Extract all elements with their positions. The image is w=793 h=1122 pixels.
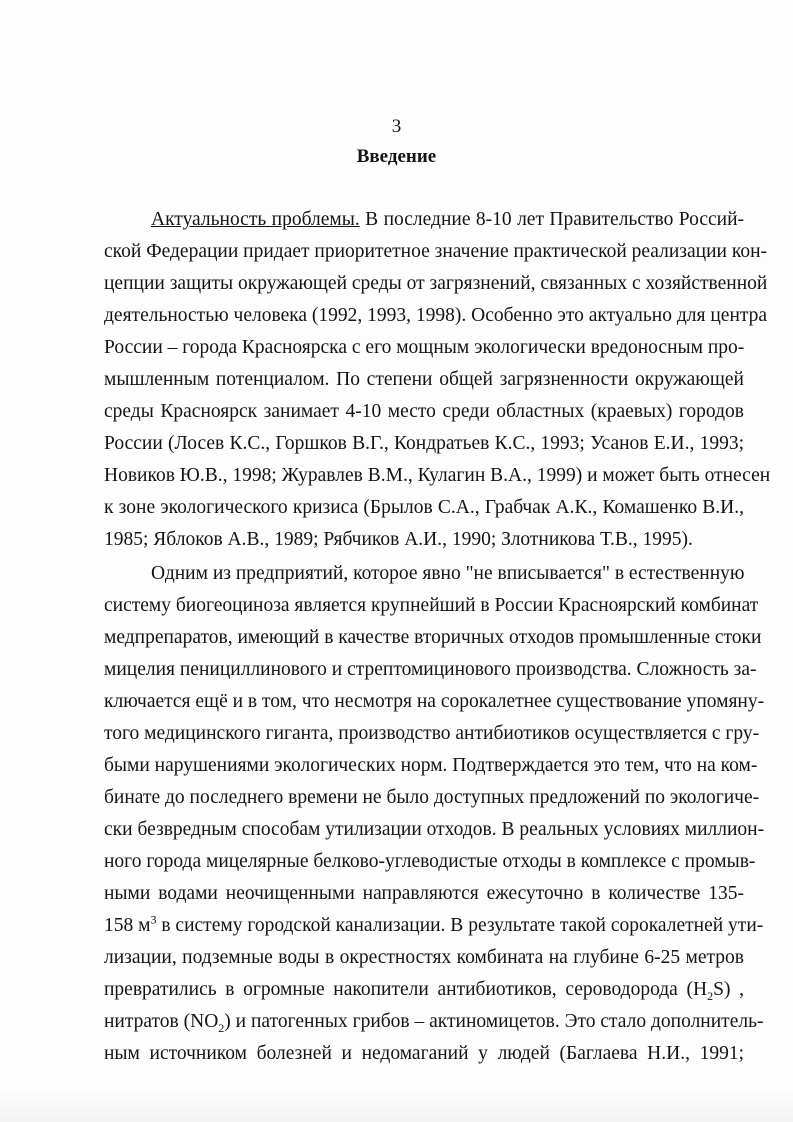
text-line: мышленным потенциалом. По степени общей загрязненности окружающей	[104, 369, 744, 390]
text-line	[104, 1010, 764, 1035]
section-title: Введение	[356, 146, 437, 167]
text-line	[104, 978, 744, 1002]
line-text: В последние 8-10 лет Правительство Россий-	[359, 209, 745, 230]
line-text: S) ,	[713, 979, 744, 1000]
heading-label: Актуальность проблемы.	[151, 209, 360, 230]
text-line: Одним из предприятий, которое явно "не вписывается" в естественную	[151, 563, 745, 584]
text-line: медпрепаратов, имеющий в качестве вторичных отходов промышленные стоки	[104, 627, 762, 648]
subscript: 2	[707, 988, 714, 1003]
text-line: лизации, подземные воды в окрестностях комбината на глубине 6-25 метров	[104, 947, 744, 968]
text-line: того медицинского гиганта, производство антибиотиков осуществляется с гру-	[104, 723, 760, 744]
text-line: деятельностью человека (1992, 1993, 1998). Особенно это актуально для центра	[104, 305, 768, 326]
scan-edge-shadow	[0, 1090, 793, 1122]
text-line: ными водами неочищенными направляются ежесуточно в количестве 135-	[104, 883, 744, 904]
text-line: ской Федерации придает приоритетное значение практической реализации кон-	[104, 241, 767, 262]
text-line	[151, 208, 744, 232]
text-line: бинате до последнего времени не было доступных предложений по экологиче-	[104, 787, 760, 808]
line-text: нитратов (NO	[104, 1011, 219, 1032]
text-line: Новиков Ю.В., 1998; Журавлев В.М., Кулагин В.А., 1999) и может быть отнесен	[104, 465, 771, 486]
text-line: России – города Красноярска с его мощным экологически вредоносным про-	[104, 337, 745, 358]
text-line: ным источником болезней и недомаганий у людей (Баглаева Н.И., 1991;	[104, 1043, 744, 1064]
superscript: 3	[150, 912, 157, 927]
text-line: мицелия пенициллинового и стрептомицинового производства. Сложность за-	[104, 659, 757, 680]
line-text: в систему городской канализации. В результате такой сорокалетней ути-	[156, 915, 764, 936]
line-text: 158 м	[104, 915, 151, 936]
text-line	[104, 912, 764, 938]
text-line: ски безвредным способам утилизации отходов. В реальных условиях миллион-	[104, 819, 765, 840]
line-text: ) и патогенных грибов – актиномицетов. Это стало дополнитель-	[224, 1011, 764, 1032]
text-line: ного города мицелярные белково-углеводистые отходы в комплексе с промыв-	[104, 851, 756, 872]
text-line: цепции защиты окружающей среды от загрязнений, связанных с хозяйственной	[104, 273, 768, 294]
text-line: систему биогеоциноза является крупнейший в России Красноярский комбинат	[104, 595, 759, 616]
text-line: ключается ещё и в том, что несмотря на сорокалетнее существование упомяну-	[104, 691, 765, 712]
text-line: 1985; Яблоков А.В., 1989; Рябчиков А.И., 1990; Злотникова Т.В., 1995).	[104, 529, 693, 550]
subscript: 2	[218, 1020, 225, 1035]
text-line: к зоне экологического кризиса (Брылов С.А., Грабчак А.К., Комашенко В.И.,	[104, 497, 744, 518]
text-line: России (Лосев К.С., Горшков В.Г., Кондратьев К.С., 1993; Усанов Е.И., 1993;	[104, 433, 744, 454]
text-line: среды Красноярск занимает 4-10 место среди областных (краевых) городов	[104, 401, 744, 422]
line-text: превратились в огромные накопители антибиотиков, сероводорода (H	[104, 979, 708, 1000]
page-number: 3	[391, 116, 402, 137]
text-line: быми нарушениями экологических норм. Подтверждается это тем, что на ком-	[104, 755, 758, 776]
